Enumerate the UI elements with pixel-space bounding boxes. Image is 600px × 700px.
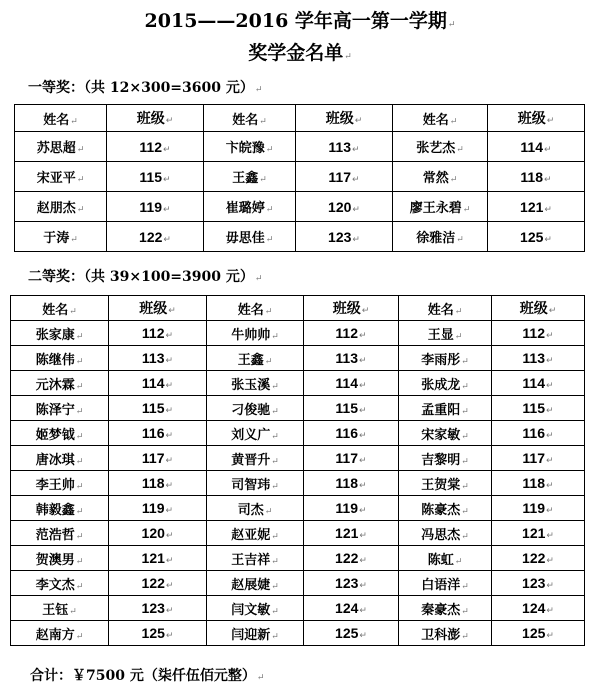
- table-row: [11, 521, 585, 546]
- page-subtitle: 奖学金名单↵: [248, 42, 352, 64]
- class-number: 123↵: [296, 222, 393, 252]
- class-number: 116↵: [492, 421, 585, 446]
- student-name: 毋思佳↵: [204, 222, 296, 252]
- student-name: 王鑫↵: [207, 346, 304, 371]
- student-name: 张成龙↵: [399, 371, 492, 396]
- student-name: 李文杰↵: [11, 571, 109, 596]
- class-number: 123↵: [492, 571, 585, 596]
- table-row: [11, 496, 585, 521]
- student-name: 唐冰琪↵: [11, 446, 109, 471]
- student-name: 徐雅洁↵: [393, 222, 488, 252]
- class-number: 123↵: [304, 571, 399, 596]
- student-name: 范浩哲↵: [11, 521, 109, 546]
- student-name: 王鑫↵: [204, 162, 296, 192]
- class-number: 117↵: [296, 162, 393, 192]
- class-number: 112↵: [492, 321, 585, 346]
- student-name: 常然↵: [393, 162, 488, 192]
- student-name: 赵亚妮↵: [207, 521, 304, 546]
- class-number: 119↵: [109, 496, 207, 521]
- student-name: 白语洋↵: [399, 571, 492, 596]
- student-name: 孟重阳↵: [399, 396, 492, 421]
- student-name: 张家康↵: [11, 321, 109, 346]
- second-prize-heading: 二等奖：（共 39×100=3900 元）↵: [28, 269, 263, 285]
- student-name: 赵展婕↵: [207, 571, 304, 596]
- class-number: 115↵: [107, 162, 204, 192]
- student-name: 贺澳男↵: [11, 546, 109, 571]
- class-number: 115↵: [492, 396, 585, 421]
- student-name: 司智玮↵: [207, 471, 304, 496]
- class-number: 122↵: [492, 546, 585, 571]
- class-number: 119↵: [304, 496, 399, 521]
- table-row: [11, 621, 585, 646]
- class-number: 114↵: [304, 371, 399, 396]
- header-name: 姓名↵: [204, 105, 296, 132]
- student-name: 张艺杰↵: [393, 132, 488, 162]
- header-class: 班级↵: [492, 296, 585, 321]
- header-class: 班级↵: [296, 105, 393, 132]
- student-name: 闫文敏↵: [207, 596, 304, 621]
- table-row: [11, 546, 585, 571]
- class-number: 119↵: [492, 496, 585, 521]
- table-row: [15, 192, 585, 222]
- student-name: 张玉溪↵: [207, 371, 304, 396]
- class-number: 113↵: [492, 346, 585, 371]
- student-name: 王钰↵: [11, 596, 109, 621]
- first-prize-table: [14, 104, 585, 252]
- table-row: [15, 222, 585, 252]
- class-number: 114↵: [488, 132, 585, 162]
- header-name: 姓名↵: [393, 105, 488, 132]
- student-name: 苏思超↵: [15, 132, 107, 162]
- header-name: 姓名↵: [399, 296, 492, 321]
- table-row: [11, 446, 585, 471]
- header-name: 姓名↵: [15, 105, 107, 132]
- second-prize-table: [10, 295, 585, 646]
- header-class: 班级↵: [304, 296, 399, 321]
- class-number: 114↵: [109, 371, 207, 396]
- class-number: 113↵: [304, 346, 399, 371]
- class-number: 121↵: [488, 192, 585, 222]
- student-name: 韩毅鑫↵: [11, 496, 109, 521]
- class-number: 117↵: [304, 446, 399, 471]
- table-row: [11, 571, 585, 596]
- class-number: 120↵: [109, 521, 207, 546]
- class-number: 124↵: [304, 596, 399, 621]
- class-number: 113↵: [109, 346, 207, 371]
- student-name: 吉黎明↵: [399, 446, 492, 471]
- first-prize-heading: 一等奖：（共 12×300=3600 元）↵: [28, 80, 263, 96]
- student-name: 元沐霖↵: [11, 371, 109, 396]
- student-name: 黄晋升↵: [207, 446, 304, 471]
- header-class: 班级↵: [109, 296, 207, 321]
- class-number: 124↵: [492, 596, 585, 621]
- student-name: 王贺棠↵: [399, 471, 492, 496]
- table-row: [11, 346, 585, 371]
- header-name: 姓名↵: [11, 296, 109, 321]
- total-amount: 合计：￥7500 元（柒仟伍佰元整）↵: [30, 668, 265, 684]
- student-name: 闫迎新↵: [207, 621, 304, 646]
- header-class: 班级↵: [488, 105, 585, 132]
- class-number: 125↵: [488, 222, 585, 252]
- student-name: 赵朋杰↵: [15, 192, 107, 222]
- student-name: 姬梦钺↵: [11, 421, 109, 446]
- student-name: 王吉祥↵: [207, 546, 304, 571]
- student-name: 卞皖豫↵: [204, 132, 296, 162]
- class-number: 119↵: [107, 192, 204, 222]
- table-row: [11, 596, 585, 621]
- student-name: 于涛↵: [15, 222, 107, 252]
- class-number: 117↵: [492, 446, 585, 471]
- class-number: 123↵: [109, 596, 207, 621]
- class-number: 121↵: [109, 546, 207, 571]
- student-name: 刁俊驰↵: [207, 396, 304, 421]
- table-row: [11, 371, 585, 396]
- class-number: 113↵: [296, 132, 393, 162]
- page-title: 2015——2016 学年高一第一学期↵: [144, 10, 456, 32]
- class-number: 112↵: [109, 321, 207, 346]
- student-name: 王显↵: [399, 321, 492, 346]
- class-number: 125↵: [304, 621, 399, 646]
- student-name: 牛帅帅↵: [207, 321, 304, 346]
- header-class: 班级↵: [107, 105, 204, 132]
- class-number: 122↵: [304, 546, 399, 571]
- student-name: 陈虹↵: [399, 546, 492, 571]
- header-name: 姓名↵: [207, 296, 304, 321]
- student-name: 陈泽宁↵: [11, 396, 109, 421]
- class-number: 118↵: [488, 162, 585, 192]
- student-name: 廖王永碧↵: [393, 192, 488, 222]
- class-number: 116↵: [109, 421, 207, 446]
- class-number: 112↵: [107, 132, 204, 162]
- class-number: 114↵: [492, 371, 585, 396]
- student-name: 宋家敏↵: [399, 421, 492, 446]
- student-name: 陈豪杰↵: [399, 496, 492, 521]
- table-row: [11, 321, 585, 346]
- table-header-row: [15, 105, 585, 132]
- student-name: 秦豪杰↵: [399, 596, 492, 621]
- class-number: 117↵: [109, 446, 207, 471]
- class-number: 125↵: [492, 621, 585, 646]
- table-header-row: [11, 296, 585, 321]
- student-name: 赵南方↵: [11, 621, 109, 646]
- class-number: 122↵: [107, 222, 204, 252]
- student-name: 宋亚平↵: [15, 162, 107, 192]
- class-number: 118↵: [304, 471, 399, 496]
- student-name: 刘义广↵: [207, 421, 304, 446]
- class-number: 115↵: [304, 396, 399, 421]
- table-row: [15, 132, 585, 162]
- student-name: 卫科澎↵: [399, 621, 492, 646]
- table-row: [15, 162, 585, 192]
- class-number: 116↵: [304, 421, 399, 446]
- class-number: 125↵: [109, 621, 207, 646]
- student-name: 李王帅↵: [11, 471, 109, 496]
- class-number: 121↵: [492, 521, 585, 546]
- student-name: 李雨彤↵: [399, 346, 492, 371]
- class-number: 121↵: [304, 521, 399, 546]
- class-number: 115↵: [109, 396, 207, 421]
- table-row: [11, 396, 585, 421]
- class-number: 112↵: [304, 321, 399, 346]
- class-number: 118↵: [109, 471, 207, 496]
- class-number: 118↵: [492, 471, 585, 496]
- student-name: 冯思杰↵: [399, 521, 492, 546]
- class-number: 122↵: [109, 571, 207, 596]
- student-name: 陈继伟↵: [11, 346, 109, 371]
- table-row: [11, 421, 585, 446]
- table-row: [11, 471, 585, 496]
- student-name: 崔璐婷↵: [204, 192, 296, 222]
- student-name: 司杰↵: [207, 496, 304, 521]
- class-number: 120↵: [296, 192, 393, 222]
